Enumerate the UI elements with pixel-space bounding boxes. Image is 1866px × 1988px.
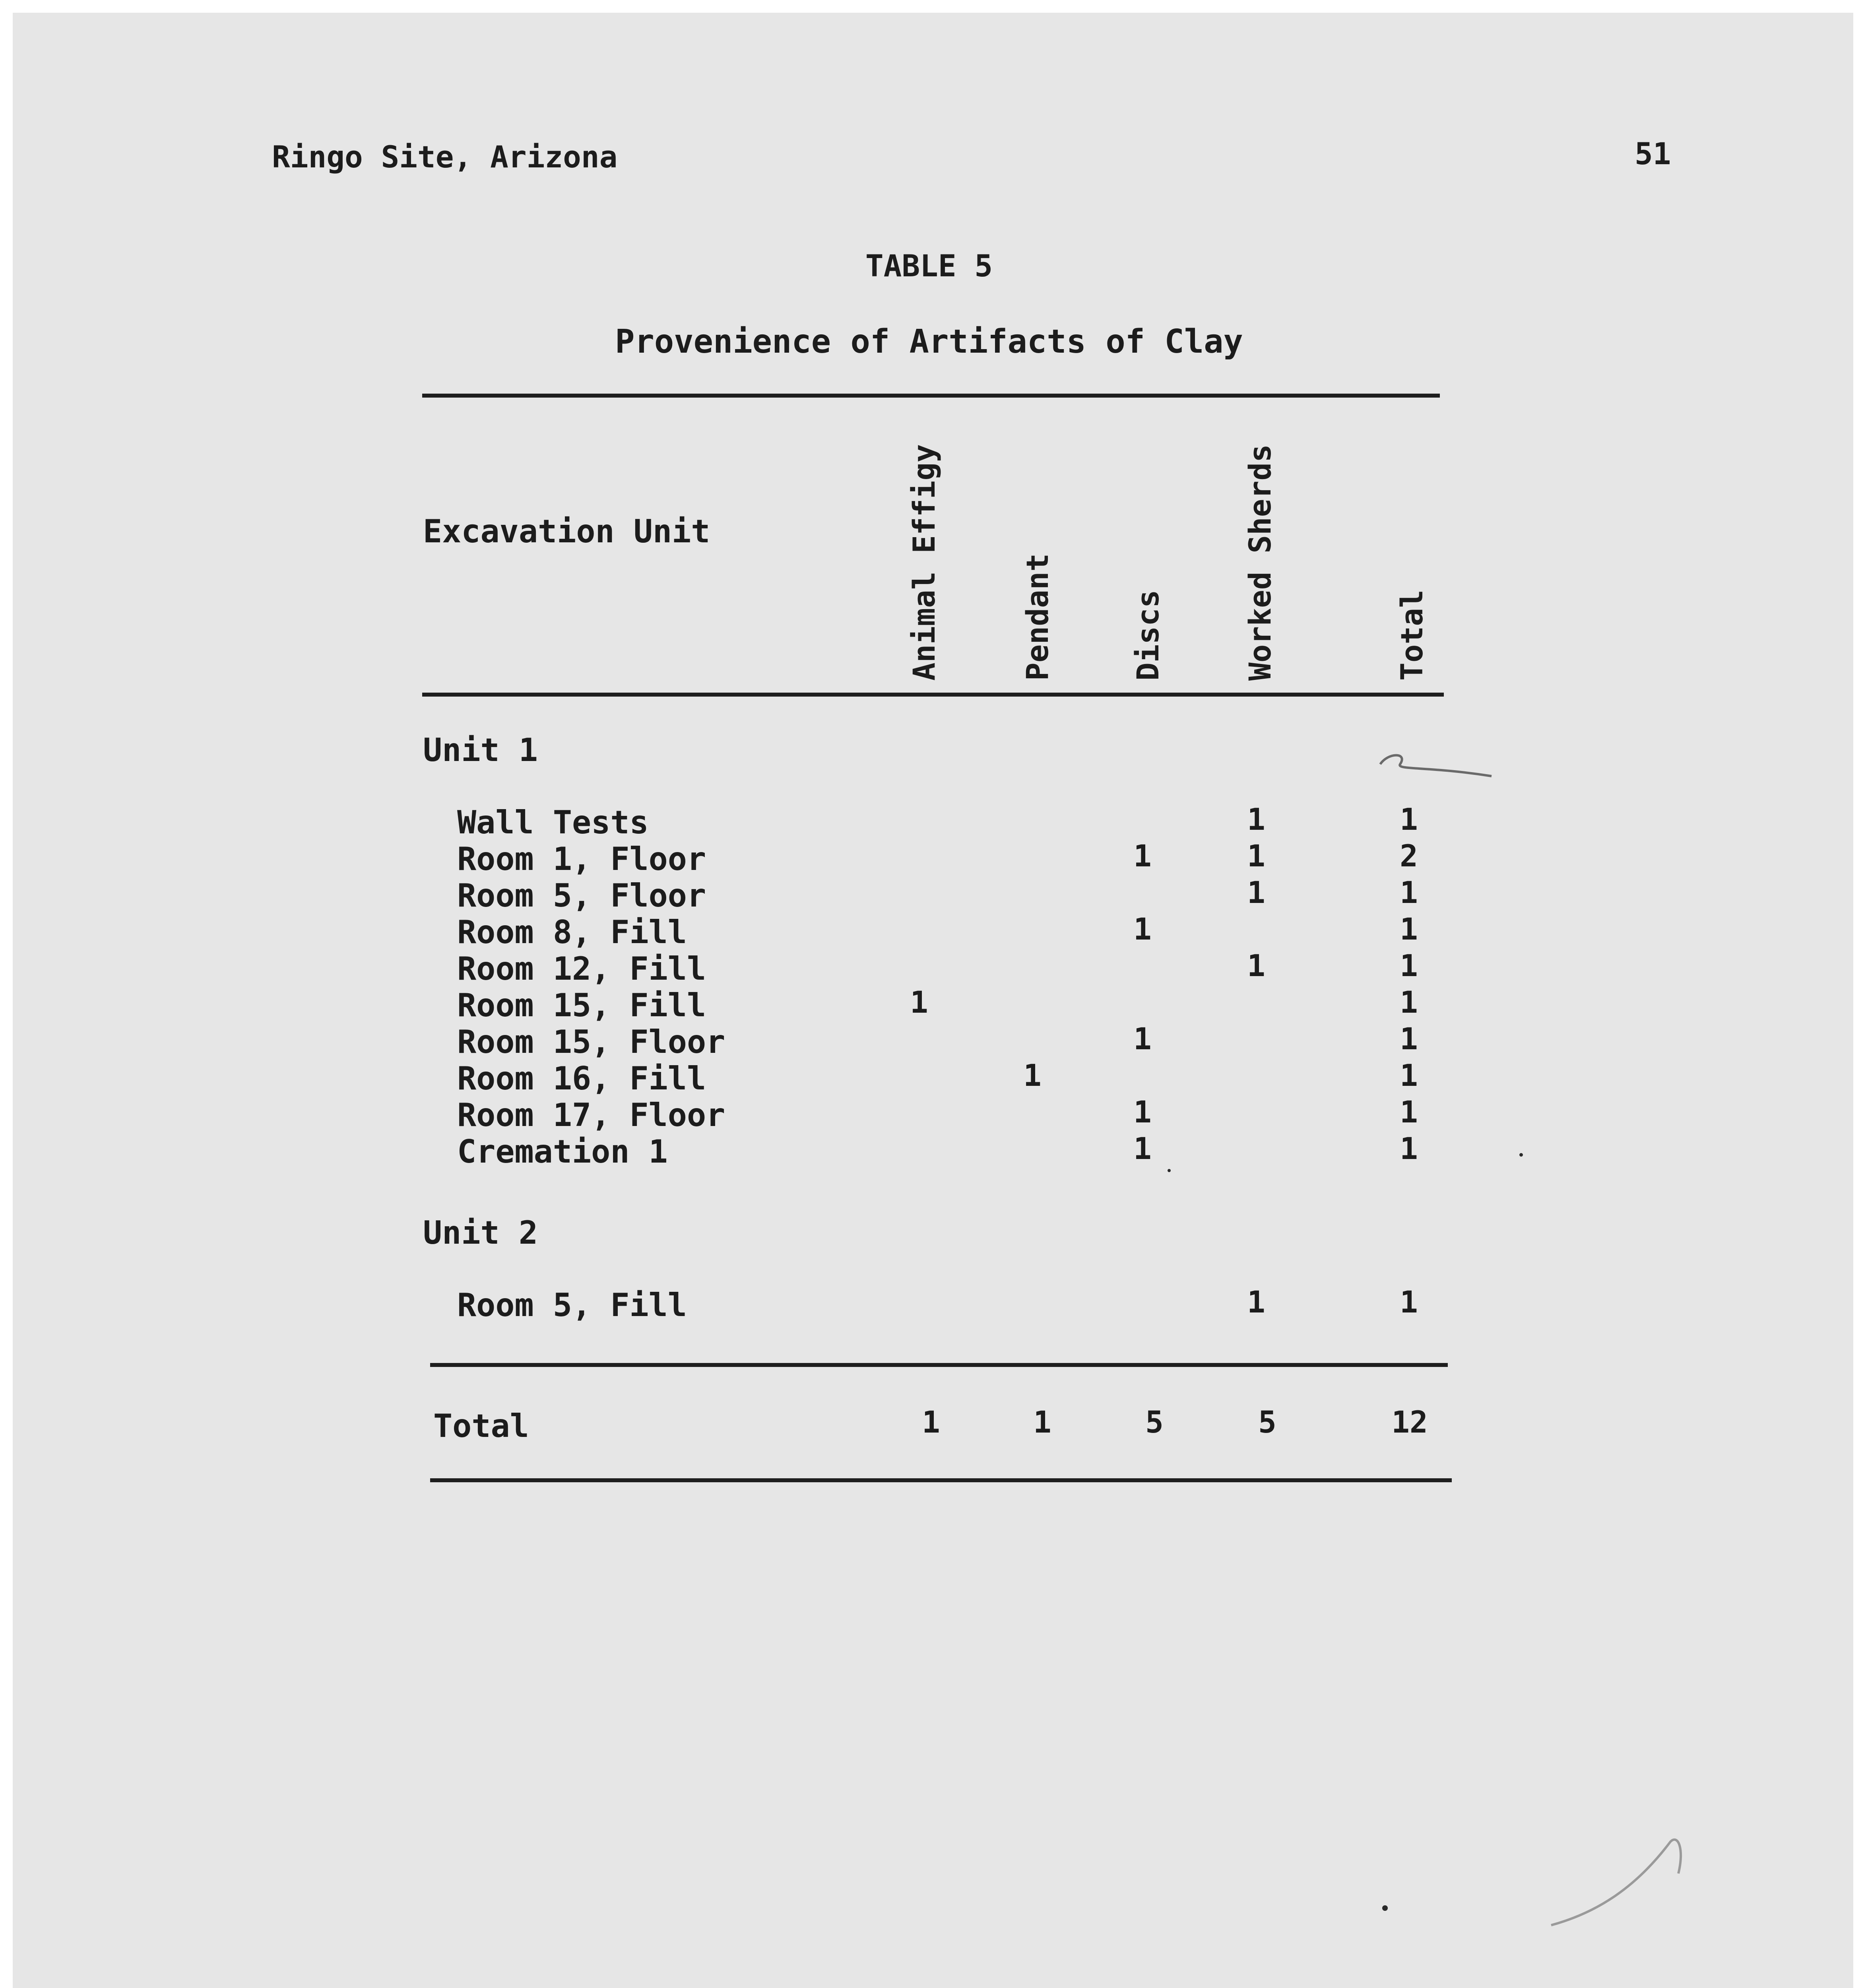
table-cell: 1 [1400,984,1418,1020]
row-label: Cremation 1 [457,1133,668,1170]
table-cell: 1 [1400,875,1418,910]
table-cell: 1 [1400,1021,1418,1056]
table-cell: 1 [1247,948,1265,983]
table-cell: 1 [1133,911,1152,947]
table-cell: 1 [1400,911,1418,947]
column-header-pendant: Pendant [1020,553,1055,681]
column-header-discs: Discs [1130,590,1166,681]
group-label: Unit 1 [423,732,538,769]
page-number: 51 [1635,136,1671,171]
row-label: Room 15, Floor [457,1023,725,1060]
column-header-total: Total [1394,590,1430,681]
header-rule [422,693,1444,697]
table-cell: 1 [1247,802,1265,837]
pencil-mark [1547,1826,1714,1953]
total-cell: 5 [1258,1404,1276,1440]
ink-speck [1519,1153,1523,1157]
total-cell: 12 [1391,1404,1428,1440]
table-cell: 1 [1400,1284,1418,1320]
table-cell: 1 [1400,1131,1418,1166]
total-cell: 5 [1145,1404,1164,1440]
column-header-animal-effigy: Animal Effigy [906,444,942,681]
row-label: Room 12, Fill [457,950,706,987]
table-title: Provenience of Artifacts of Clay [615,323,1243,361]
table-top-rule [422,394,1440,398]
table-cell: 1 [1247,875,1265,910]
table-cell: 1 [1133,1094,1152,1130]
stub-header: Excavation Unit [423,513,710,550]
table-number: TABLE 5 [865,248,993,283]
row-label: Wall Tests [457,804,649,841]
ink-speck [1382,1905,1388,1911]
row-label: Room 5, Fill [457,1287,687,1324]
table-cell: 1 [1400,948,1418,983]
column-header-worked-sherds: Worked Sherds [1242,444,1278,681]
table-cell: 1 [1400,802,1418,837]
table-cell: 1 [1023,1058,1042,1093]
total-cell: 1 [1033,1404,1051,1440]
pencil-mark [1372,748,1499,796]
table-cell: 1 [1400,1058,1418,1093]
row-label: Room 17, Floor [457,1097,725,1134]
row-label: Room 15, Fill [457,987,706,1024]
body-rule [430,1363,1448,1367]
document-page [13,13,1853,1988]
table-cell: 1 [1247,838,1265,874]
table-bottom-rule [430,1478,1452,1482]
table-cell: 1 [1400,1094,1418,1130]
row-label: Room 5, Floor [457,877,706,914]
total-row-label: Total [433,1408,529,1444]
row-label: Room 8, Fill [457,914,687,951]
table-cell: 1 [1247,1284,1265,1320]
table-cell: 1 [1133,838,1152,874]
row-label: Room 16, Fill [457,1060,706,1097]
total-cell: 1 [922,1404,940,1440]
group-label: Unit 2 [423,1214,538,1251]
table-cell: 2 [1400,838,1418,874]
row-label: Room 1, Floor [457,841,706,878]
table-cell: 1 [1133,1021,1152,1056]
table-cell: 1 [910,984,928,1020]
running-title: Ringo Site, Arizona [272,139,618,175]
ink-speck [1168,1169,1171,1172]
table-cell: 1 [1133,1131,1152,1166]
